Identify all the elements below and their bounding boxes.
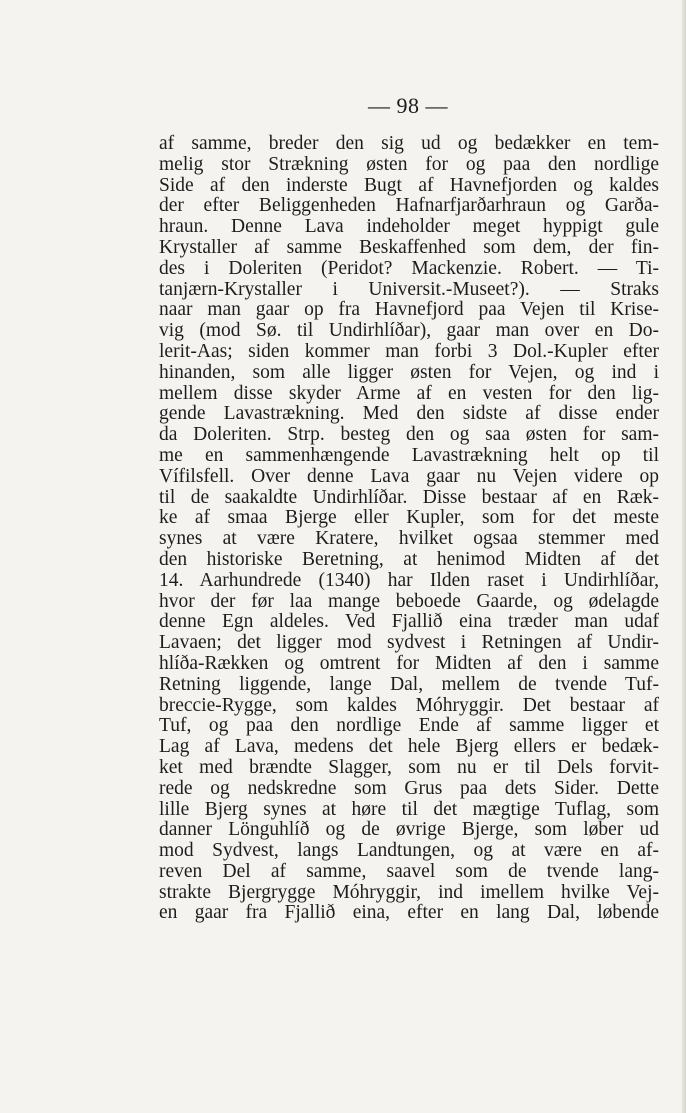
text-line: ket med brændte Slagger, som nu er til Dels forvit- (159, 756, 659, 778)
text-line: lille Bjerg synes at høre til det mægtige Tuflag, som (159, 798, 659, 820)
text-line: hlíða-Rækken og omtrent for Midten af den i samme (159, 652, 659, 674)
text-line: mellem disse skyder Arme af en vesten for den lig- (159, 382, 659, 404)
text-line: des i Doleriten (Peridot? Mackenzie. Robert. — Ti- (159, 257, 659, 279)
text-line: Retning liggende, lange Dal, mellem de tvende Tuf- (159, 673, 659, 695)
text-line: Side af den inderste Bugt af Havnefjorden og kaldes (159, 174, 659, 196)
text-line: 14. Aarhundrede (1340) har Ilden raset i Undirhlíðar, (159, 569, 659, 591)
text-line: naar man gaar op fra Havnefjord paa Vejen til Krise- (159, 299, 659, 321)
text-line: reven Del af samme, saavel som de tvende lang- (159, 860, 659, 882)
text-line: danner Lönguhlíð og de øvrige Bjerge, som løber ud (159, 819, 659, 841)
text-line: tanjærn-Krystaller i Universit.-Museet?). — Straks (159, 278, 659, 300)
text-line: mod Sydvest, langs Landtungen, og at være en af- (159, 840, 659, 862)
text-line: der efter Beliggenheden Hafnarfjarðarhraun og Garða- (159, 195, 659, 217)
text-line: til de saakaldte Undirhlíðar. Disse bestaar af en Ræk- (159, 486, 659, 508)
text-line: en gaar fra Fjallið eina, efter en lang Dal, løbende (159, 902, 659, 924)
text-line: Lag af Lava, medens det hele Bjerg ellers er bedæk- (159, 736, 659, 758)
body-text (159, 134, 659, 924)
text-line: hraun. Denne Lava indeholder meget hyppigt gule (159, 216, 659, 238)
text-line: synes at være Kratere, hvilket ogsaa stemmer med (159, 528, 659, 550)
text-line: Vífilsfell. Over denne Lava gaar nu Vejen videre op (159, 465, 659, 487)
text-line: af samme, breder den sig ud og bedækker en tem- (159, 133, 659, 154)
text-line: Tuf, og paa den nordlige Ende af samme ligger et (159, 715, 659, 737)
text-line: rede og nedskredne som Grus paa dets Sider. Dette (159, 777, 659, 799)
text-line: denne Egn aldeles. Ved Fjallið eina træder man udaf (159, 611, 659, 633)
text-line: gende Lavastrækning. Med den sidste af disse ender (159, 403, 659, 425)
text-line: lerit-Aas; siden kommer man forbi 3 Dol.-Kupler efter (159, 340, 659, 362)
text-line: hinanden, som alle ligger østen for Vejen, og ind i (159, 361, 659, 383)
text-line: hvor der før laa mange beboede Gaarde, og ødelagde (159, 590, 659, 612)
text-line: me en sammenhængende Lavastrækning helt op til (159, 444, 659, 466)
text-line: den historiske Beretning, at henimod Midten af det (159, 548, 659, 570)
text-line: melig stor Strækning østen for og paa den nordlige (159, 153, 659, 175)
text-line: breccie-Rygge, som kaldes Móhryggir. Det bestaar af (159, 694, 659, 716)
text-line: strakte Bjergrygge Móhryggir, ind imellem hvilke Vej- (159, 881, 659, 903)
page-number: — 98 — (368, 93, 448, 118)
text-line: ke af smaa Bjerge eller Kupler, som for det meste (159, 507, 659, 529)
text-line: da Doleriten. Strp. besteg den og saa østen for sam- (159, 424, 659, 446)
text-line: Krystaller af samme Beskaffenhed som dem, der fin- (159, 236, 659, 258)
page-edge (682, 0, 686, 1113)
text-line: Lavaen; det ligger mod sydvest i Retningen af Undir- (159, 632, 659, 654)
text-line: vig (mod Sø. til Undirhlíðar), gaar man over en Do- (159, 320, 659, 342)
